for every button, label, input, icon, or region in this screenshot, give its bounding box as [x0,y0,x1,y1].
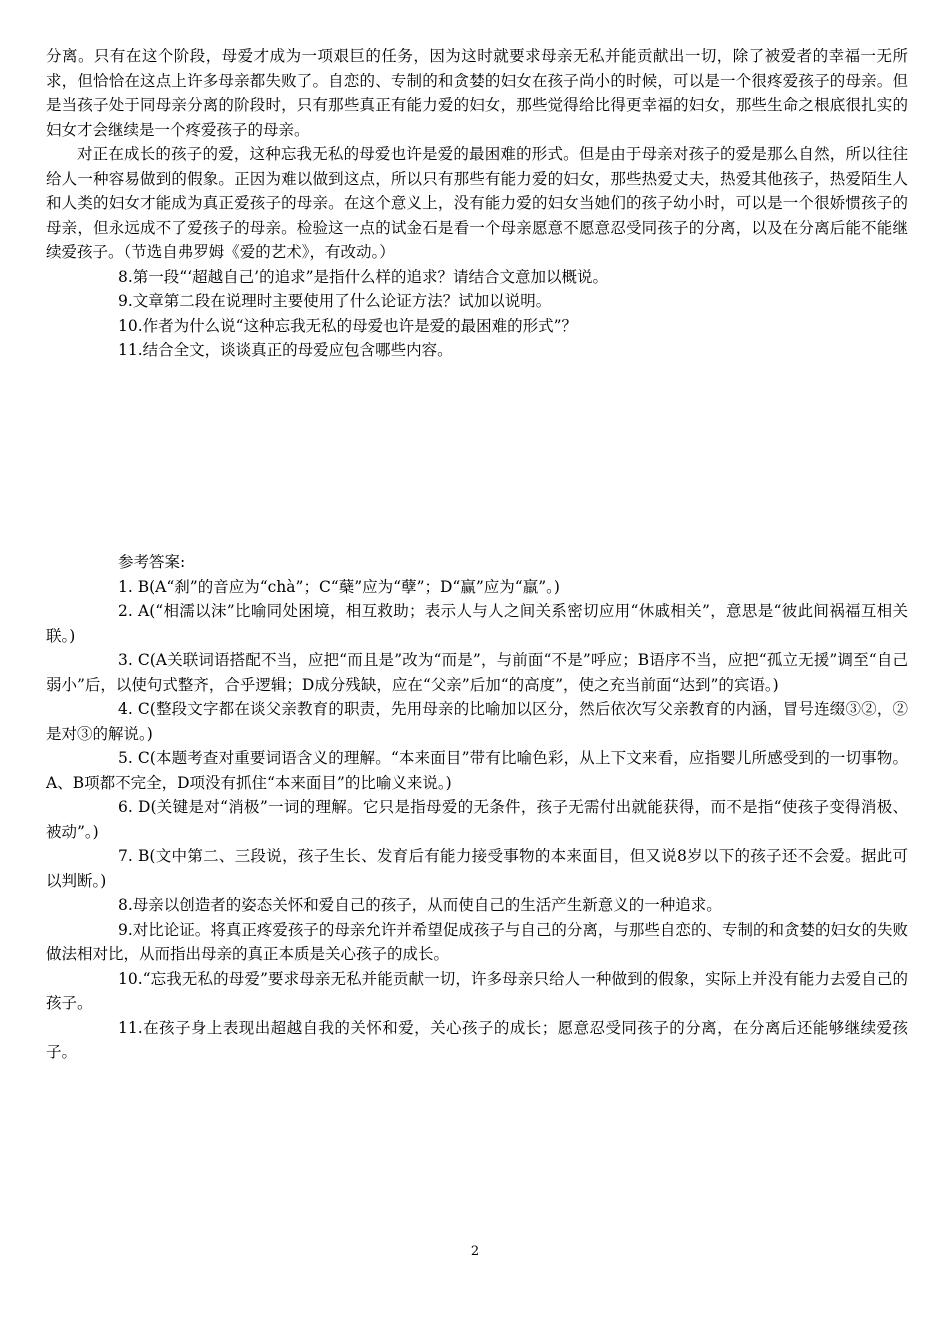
answers-title: 参考答案: [118,553,186,571]
question-item: 8.第一段“‘超越自己’的追求”是指什么样的追求？请结合文意加以概说。 [118,267,608,286]
answers-section [46,550,908,1065]
passage-paragraph: 分离。只有在这个阶段，母爱才成为一项艰巨的任务，因为这时就要求母亲无私并能贡献出一切，除了被爱者的幸福一无所求，但恰恰在这点上许多母亲都失败了。自恋的、专制的和贪婪的妇女在孩子尚小的时候，可以是一个很疼爱孩子的母亲。但是当孩子处于同母亲分离的阶段时，只有那些真正有能力爱的妇女，那些觉得给比得更幸福的妇女，那些生命之根底很扎实的妇女才会继续是一个疼爱孩子的母亲。 [46,47,908,139]
answer-item: 10.“忘我无私的母爱”要求母亲无私并能贡献一切，许多母亲只给人一种做到的假象，实际上并没有能力去爱自己的孩子。 [46,969,908,1012]
answer-item: 2. A(“相濡以沫”比喻同处困境，相互救助；表示人与人之间关系密切应用“休戚相关”，意思是“彼此间祸福互相关联。) [46,602,908,645]
answer-item: 3. C(A关联词语搭配不当，应把“而且是”改为“而是”，与前面“不是”呼应；B语序不当，应把“孤立无援”调至“自己弱小”后，以使句式整齐，合乎逻辑；D成分残缺，应在“父亲”后加“的高度”，使之充当前面“达到”的宾语。) [46,651,908,694]
question-item: 11.结合全文，谈谈真正的母爱应包含哪些内容。 [118,341,453,359]
answer-item: 6. D(关键是对“消极”一词的理解。它只是指母爱的无条件，孩子无需付出就能获得，而不是指“使孩子变得消极、被动”。) [46,798,908,841]
passage-section [46,44,908,363]
answer-item: 1. B(A“刹”的音应为“chà”；C“蘖”应为“孽”；D“赢”应为“羸”。) [118,577,560,596]
page-number: 2 [470,1244,480,1259]
passage-paragraph: 对正在成长的孩子的爱，这种忘我无私的母爱也许是爱的最困难的形式。但是由于母亲对孩子的爱是那么自然，所以往往给人一种容易做到的假象。正因为难以做到这点，所以只有那些有能力爱的妇女，那些热爱丈夫，热爱其他孩子，热爱陌生人和人类的妇女才能成为真正爱孩子的母亲。在这个意义上，没有能力爱的妇女当她们的孩子幼小时，可以是一个很娇惯孩子的母亲，但永远成不了爱孩子的母亲。检验这一点的试金石是看一个母亲愿意不愿意忍受同孩子的分离，以及在分离后能不能继续爱孩子。（节选自弗罗姆《爱的艺术》，有改动。） [46,145,908,261]
answer-item: 5. C(本题考查对重要词语含义的理解。“本来面目”带有比喻色彩，从上下文来看，应指婴儿所感受到的一切事物。A、B项都不完全，D项没有抓住“本来面目”的比喻义来说。) [46,749,908,792]
answer-item: 11.在孩子身上表现出超越自我的关怀和爱，关心孩子的成长；愿意忍受同孩子的分离，在分离后还能够继续爱孩子。 [46,1018,908,1061]
question-item: 10.作者为什么说“这种忘我无私的母爱也许是爱的最困难的形式”？ [118,316,578,335]
answer-item: 9.对比论证。将真正疼爱孩子的母亲允许并希望促成孩子与自己的分离，与那些自恋的、专制的和贪婪的妇女的失败做法相对比，从而指出母亲的真正本质是关心孩子的成长。 [46,920,908,963]
answer-item: 4. C(整段文字都在谈父亲教育的职责，先用母亲的比喻加以区分，然后依次写父亲教育的内涵，冒号连缀③②，②是对③的解说。) [46,700,908,743]
answer-item: 8.母亲以创造者的姿态关怀和爱自己的孩子，从而使自己的生活产生新意义的一种追求。 [118,896,722,914]
question-item: 9.文章第二段在说理时主要使用了什么论证方法？试加以说明。 [118,292,552,310]
answer-item: 7. B(文中第二、三段说，孩子生长、发育后有能力接受事物的本来面目，但又说8岁以下的孩子还不会爱。据此可以判断。) [46,847,908,890]
